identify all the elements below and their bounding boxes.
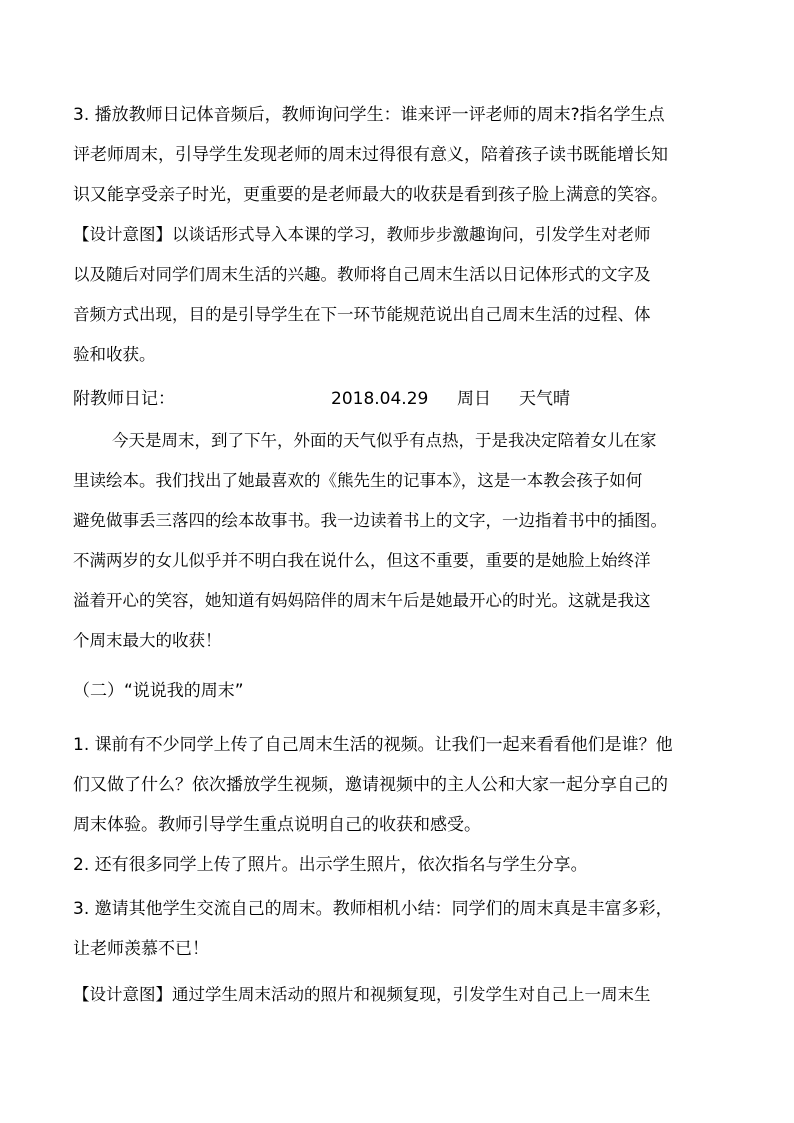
design-intent-line: 音频方式出现，目的是引导学生在下一环节能规范说出自己周末生活的过程、体 [73, 305, 651, 324]
diary-day: 周日 [457, 389, 491, 409]
diary-line: 不满两岁的女儿似乎并不明白我在说什么，但这不重要，重要的是她脸上始终洋 [73, 551, 651, 570]
paragraph-line: 3. 邀请其他学生交流自己的周末。教师相机小结：同学们的周末真是丰富多彩， [73, 899, 673, 919]
paragraph-line: 3. 播放教师日记体音频后，教师询问学生：谁来评一评老师的周末?指名学生点 [73, 105, 665, 125]
diary-line: 今天是周末，到了下午，外面的天气似乎有点热，于是我决定陪着女儿在家 [112, 431, 657, 450]
design-intent-line: 【设计意图】通过学生周末活动的照片和视频复现，引发学生对自己上一周末生 [73, 985, 651, 1004]
paragraph-line: 识又能享受亲子时光，更重要的是老师最大的收获是看到孩子脸上满意的笑容。 [73, 185, 668, 205]
diary-date: 2018.04.29 [331, 389, 429, 409]
diary-label: 附教师日记： [73, 389, 175, 409]
paragraph-line: 们又做了什么？依次播放学生视频，邀请视频中的主人公和大家一起分享自己的 [73, 775, 668, 795]
paragraph-line: 周末体验。教师引导学生重点说明自己的收获和感受。 [73, 815, 481, 835]
paragraph-line: 2. 还有很多同学上传了照片。出示学生照片，依次指名与学生分享。 [73, 855, 588, 875]
diary-weather: 天气晴 [519, 389, 570, 409]
design-intent-line: 【设计意图】以谈话形式导入本课的学习，教师步步激趣询问，引发学生对老师 [73, 225, 651, 244]
design-intent-line: 验和收获。 [73, 345, 156, 364]
diary-line: 避免做事丢三落四的绘本故事书。我一边读着书上的文字，一边指着书中的插图。 [73, 511, 667, 530]
paragraph-line: 1. 课前有不少同学上传了自己周末生活的视频。让我们一起来看看他们是谁？他 [73, 735, 673, 755]
diary-line: 个周末最大的收获！ [73, 631, 222, 650]
section-heading: （二）“说说我的周末” [73, 681, 244, 701]
diary-line: 里读绘本。我们找出了她最喜欢的《熊先生的记事本》，这是一本教会孩子如何 [73, 471, 643, 490]
paragraph-line: 评老师周末，引导学生发现老师的周末过得很有意义，陪着孩子读书既能增长知 [73, 145, 668, 165]
diary-header [73, 386, 733, 412]
diary-line: 溢着开心的笑容，她知道有妈妈陪伴的周末午后是她最开心的时光。这就是我这 [73, 591, 651, 610]
design-intent-line: 以及随后对同学们周末生活的兴趣。教师将自己周末生活以日记体形式的文字及 [73, 265, 651, 284]
paragraph-line: 让老师羡慕不已！ [73, 939, 209, 959]
